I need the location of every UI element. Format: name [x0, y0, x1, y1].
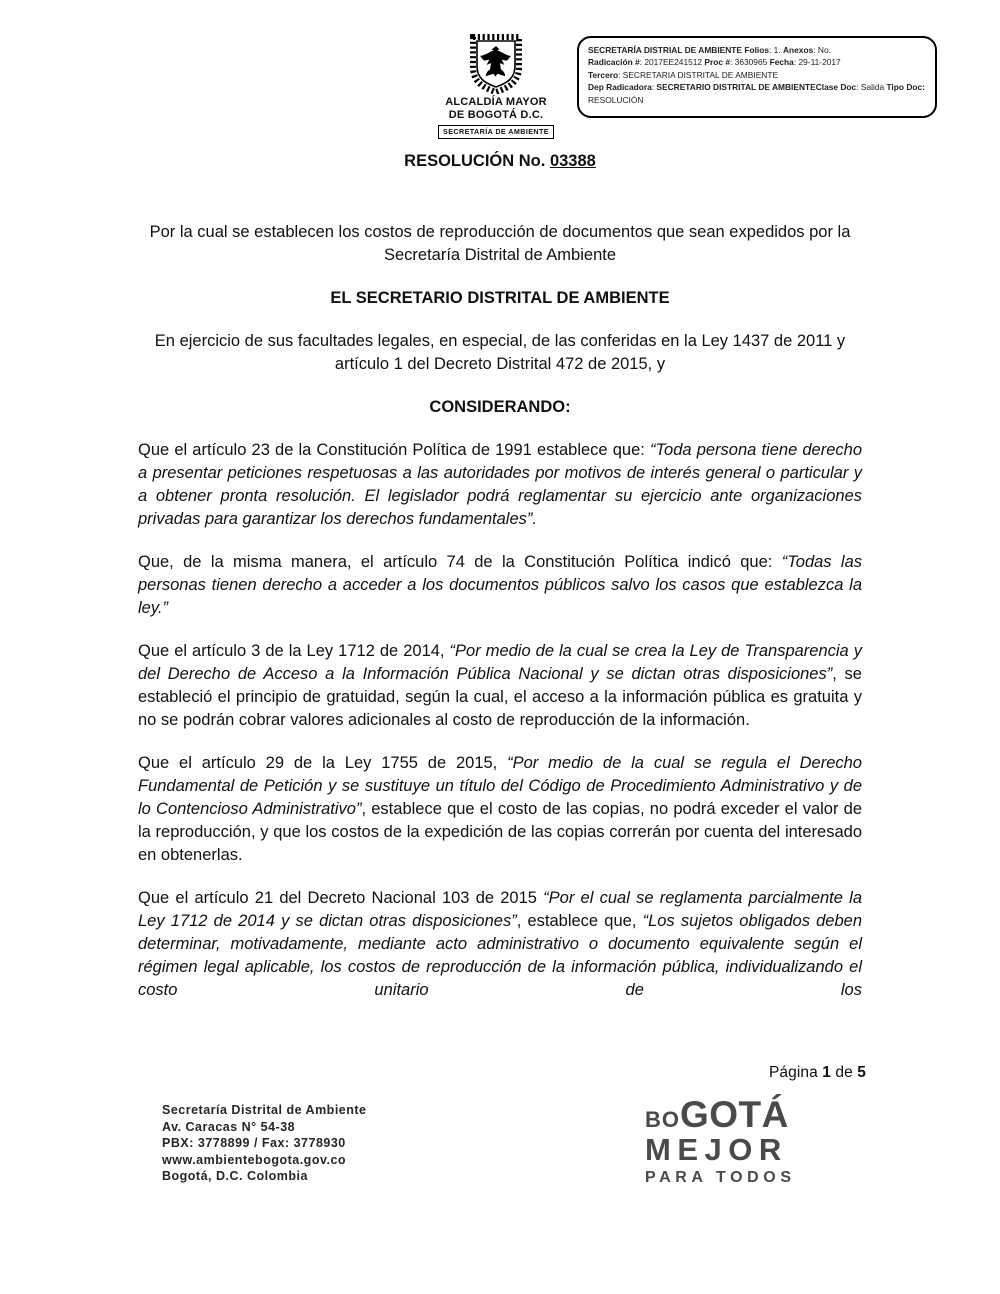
considerando-heading: CONSIDERANDO: [429, 398, 571, 416]
bogota-crest-icon [469, 34, 523, 94]
body-paragraph-1: Que el artículo 23 de la Constitución Política de 1991 establece que: “Toda persona tiene derecho a presentar peticiones respetuosas a las autoridades por motivos de interés general o particular y a obtener pronta resolución. El legislador podrá reglamentar su ejercicio ante organizaciones privadas para garantizar los derechos fundamentales”. [138, 441, 862, 528]
footer-address-line: Secretaría Distrital de Ambiente [162, 1103, 367, 1117]
authority-heading: EL SECRETARIO DISTRITAL DE AMBIENTE [330, 289, 670, 307]
resolution-title: RESOLUCIÓN No. 03388 [404, 152, 596, 170]
stamp-line-radicacion: Radicación #: 2017EE241512 Proc #: 3630965 Fecha: 29-11-2017 [588, 57, 841, 68]
footer-address-line: Av. Caracas N° 54-38 [162, 1119, 296, 1134]
bogota-mejor-para-todos-logo [645, 1096, 796, 1186]
radicacion-stamp-box [577, 36, 937, 118]
brand-gota: GOTÁ [680, 1094, 789, 1135]
brand-bo: BO [645, 1107, 680, 1132]
document-body [138, 150, 862, 1022]
alcaldia-logo [438, 34, 554, 139]
footer-address-line: Bogotá, D.C. Colombia [162, 1169, 308, 1183]
footer-address-line: PBX: 3778899 / Fax: 3778930 [162, 1136, 346, 1150]
body-paragraph-5: Que el artículo 21 del Decreto Nacional 103 de 2015 “Por el cual se reglamenta parcialmente la Ley 1712 de 2014 y se dictan otras disposiciones”, establece que, “Los sujetos obligados deben determinar, motivadamente, mediante acto administrativo o documento equivalente según el régimen legal aplicable, los costos de reproducción de la información pública, individualizando el costo unitario de los [138, 889, 863, 999]
stamp-line-entity: SECRETARÍA DISTRIAL DE AMBIENTE Folios: 1. Anexos: No. [588, 45, 831, 55]
subject-paragraph: Por la cual se establecen los costos de reproducción de documentos que sean expedidos por la Secretaría Distrital de Ambiente [149, 223, 851, 264]
alcaldia-title-line2: DE BOGOTÁ D.C. [448, 108, 544, 121]
alcaldia-title [438, 96, 554, 121]
stamp-line-dep-radicadora: Dep Radicadora: SECRETARIO DISTRITAL DE AMBIENTEClase Doc: Salida Tipo Doc: RESOLUCIÓN [588, 82, 925, 105]
body-paragraph-2: Que, de la misma manera, el artículo 74 de la Constitución Política indicó que: “Todas las personas tienen derecho a acceder a los documentos públicos salvo los casos que establezca la ley.” [138, 553, 863, 617]
footer-address-line: www.ambientebogota.gov.co [162, 1152, 347, 1167]
body-paragraph-3: Que el artículo 3 de la Ley 1712 de 2014, “Por medio de la cual se crea la Ley de Transparencia y del Derecho de Acceso a la Información Pública Nacional y se dictan otras disposiciones”, se estableció el principio de gratuidad, según la cual, el acceso a la información pública es gratuita y no se podrán cobrar valores adicionales al costo de reproducción de la información. [138, 642, 862, 729]
preamble-paragraph: En ejercicio de sus facultades legales, en especial, de las conferidas en la Ley 1437 de 2011 y artículo 1 del Decreto Distrital 472 de 2015, y [154, 332, 846, 373]
secretaria-ambiente-label: SECRETARÍA DE AMBIENTE [438, 125, 554, 139]
body-paragraph-4: Que el artículo 29 de la Ley 1755 de 2015, “Por medio de la cual se regula el Derecho Fundamental de Petición y se sustituye un título del Código de Procedimiento Administrativo y de lo Contencioso Administrativo”, establece que el costo de las copias, no podrá exceder el valor de la reproducción, y que los costos de la expedición de las copias correrán por cuenta del interesado en obtenerlas. [138, 754, 863, 864]
page-number: Página 1 de 5 [768, 1064, 866, 1081]
brand-line-bogota [645, 1096, 796, 1133]
alcaldia-title-line1: ALCALDÍA MAYOR [445, 96, 547, 108]
brand-line-para-todos: PARA TODOS [645, 1169, 796, 1186]
stamp-line-tercero: Tercero: SECRETARIA DISTRITAL DE AMBIENTE [588, 69, 779, 80]
brand-line-mejor: MEJOR [645, 1132, 788, 1167]
footer-address [162, 1102, 367, 1185]
